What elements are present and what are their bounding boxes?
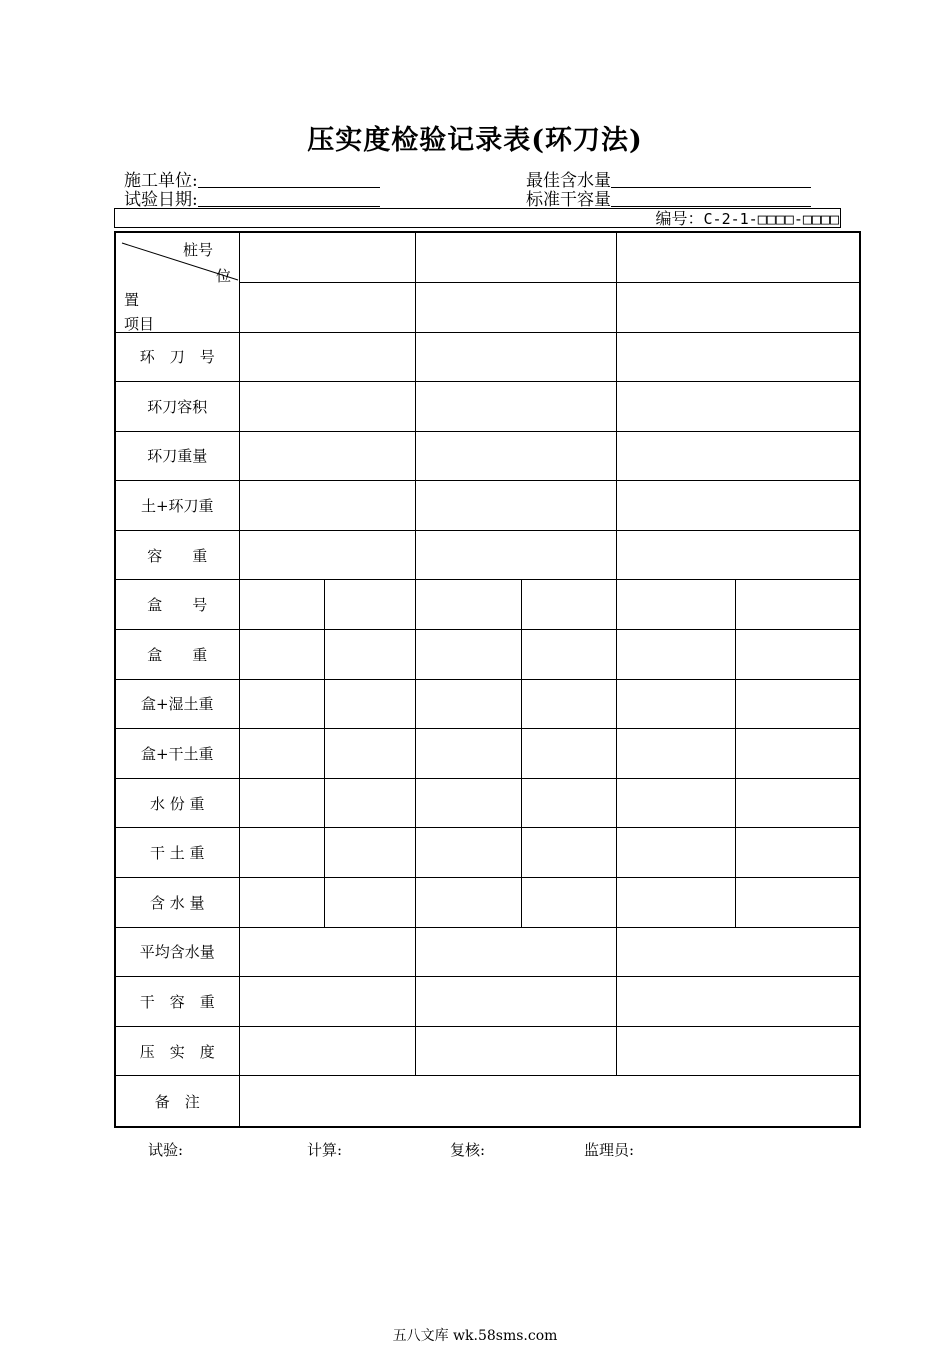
table-cell[interactable] bbox=[239, 828, 324, 878]
signature-calculation: 计算: bbox=[307, 1141, 343, 1159]
table-cell[interactable] bbox=[616, 778, 735, 828]
table-cell[interactable] bbox=[735, 630, 860, 680]
table-cell[interactable] bbox=[324, 878, 415, 928]
standard-density-field bbox=[526, 190, 811, 210]
construction-unit-label: 施工单位: bbox=[124, 171, 198, 191]
table-cell[interactable] bbox=[239, 878, 324, 928]
table-cell[interactable] bbox=[735, 729, 860, 779]
table-cell[interactable] bbox=[616, 282, 860, 332]
row-label: 土+环刀重 bbox=[115, 481, 239, 531]
record-code-value: C-2-1-□□□□-□□□□ bbox=[703, 210, 839, 228]
table-cell[interactable] bbox=[415, 580, 521, 630]
row-label-remarks: 备 注 bbox=[115, 1076, 239, 1127]
table-cell[interactable] bbox=[735, 679, 860, 729]
table-cell[interactable] bbox=[239, 580, 324, 630]
table-cell[interactable] bbox=[239, 778, 324, 828]
table-cell[interactable] bbox=[239, 282, 415, 332]
table-cell[interactable] bbox=[735, 878, 860, 928]
row-label: 干 土 重 bbox=[115, 828, 239, 878]
table-cell[interactable] bbox=[415, 878, 521, 928]
table-cell[interactable] bbox=[239, 729, 324, 779]
pile-number-header: 桩号 bbox=[183, 241, 214, 259]
table-cell[interactable] bbox=[521, 828, 616, 878]
row-label: 含 水 量 bbox=[115, 878, 239, 928]
construction-unit-field bbox=[124, 171, 380, 191]
table-cell[interactable] bbox=[415, 630, 521, 680]
optimum-moisture-field bbox=[526, 171, 811, 191]
table-cell[interactable] bbox=[415, 679, 521, 729]
test-date-field bbox=[124, 190, 380, 210]
table-cell[interactable] bbox=[616, 431, 860, 481]
table-cell[interactable] bbox=[324, 679, 415, 729]
construction-unit-line[interactable] bbox=[198, 171, 380, 188]
table-cell[interactable] bbox=[616, 530, 860, 580]
test-date-label: 试验日期: bbox=[124, 190, 198, 210]
row-label: 环刀重量 bbox=[115, 431, 239, 481]
table-cell[interactable] bbox=[735, 778, 860, 828]
test-date-line[interactable] bbox=[198, 190, 380, 207]
signature-supervisor: 监理员: bbox=[584, 1141, 635, 1159]
row-label: 盒 号 bbox=[115, 580, 239, 630]
corner-header-cell bbox=[115, 232, 239, 332]
table-cell[interactable] bbox=[324, 828, 415, 878]
row-label: 压 实 度 bbox=[115, 1026, 239, 1076]
table-cell[interactable] bbox=[415, 530, 616, 580]
item-header: 项目 bbox=[124, 315, 155, 333]
table-cell[interactable] bbox=[239, 679, 324, 729]
record-code-label: 编号： bbox=[655, 209, 704, 228]
table-cell[interactable] bbox=[415, 382, 616, 432]
table-cell[interactable] bbox=[239, 530, 415, 580]
table-cell[interactable] bbox=[415, 729, 521, 779]
table-cell[interactable] bbox=[735, 580, 860, 630]
table-cell[interactable] bbox=[616, 927, 860, 977]
row-label: 容 重 bbox=[115, 530, 239, 580]
table-cell[interactable] bbox=[415, 977, 616, 1027]
record-table bbox=[114, 231, 861, 1128]
table-cell[interactable] bbox=[415, 232, 616, 282]
table-cell[interactable] bbox=[616, 580, 735, 630]
record-code-bar bbox=[114, 208, 841, 228]
table-cell[interactable] bbox=[415, 1026, 616, 1076]
table-cell[interactable] bbox=[616, 878, 735, 928]
table-cell[interactable] bbox=[415, 431, 616, 481]
optimum-moisture-line[interactable] bbox=[611, 171, 811, 188]
table-cell[interactable] bbox=[521, 778, 616, 828]
table-cell[interactable] bbox=[415, 481, 616, 531]
row-label: 环刀容积 bbox=[115, 382, 239, 432]
table-cell[interactable] bbox=[239, 481, 415, 531]
table-cell[interactable] bbox=[239, 431, 415, 481]
table-cell[interactable] bbox=[735, 828, 860, 878]
table-cell[interactable] bbox=[521, 679, 616, 729]
row-label: 干 容 重 bbox=[115, 977, 239, 1027]
table-cell[interactable] bbox=[616, 679, 735, 729]
table-cell[interactable] bbox=[616, 729, 735, 779]
table-cell[interactable] bbox=[415, 927, 616, 977]
table-cell[interactable] bbox=[521, 580, 616, 630]
row-label: 环 刀 号 bbox=[115, 332, 239, 382]
page-title: 压实度检验记录表(环刀法) bbox=[307, 125, 643, 156]
table-cell[interactable] bbox=[239, 977, 415, 1027]
table-cell[interactable] bbox=[616, 977, 860, 1027]
table-cell[interactable] bbox=[415, 828, 521, 878]
table-cell[interactable] bbox=[616, 828, 735, 878]
table-cell[interactable] bbox=[239, 1026, 415, 1076]
table-cell[interactable] bbox=[415, 778, 521, 828]
table-cell[interactable] bbox=[616, 630, 735, 680]
row-label: 盒 重 bbox=[115, 630, 239, 680]
table-cell[interactable] bbox=[239, 232, 415, 282]
table-cell[interactable] bbox=[616, 1026, 860, 1076]
row-label: 盒+干土重 bbox=[115, 729, 239, 779]
standard-density-line[interactable] bbox=[611, 190, 811, 207]
table-cell[interactable] bbox=[239, 382, 415, 432]
row-label: 平均含水量 bbox=[115, 927, 239, 977]
standard-density-label: 标准干容量 bbox=[526, 190, 611, 210]
table-cell[interactable] bbox=[415, 332, 616, 382]
position-header-part1: 位 bbox=[216, 267, 232, 285]
footer-watermark: 五八文库 wk.58sms.com bbox=[392, 1328, 558, 1344]
table-cell[interactable] bbox=[324, 580, 415, 630]
table-cell[interactable] bbox=[415, 282, 616, 332]
table-cell[interactable] bbox=[521, 729, 616, 779]
position-header-part2: 置 bbox=[124, 291, 140, 309]
table-cell[interactable] bbox=[239, 630, 324, 680]
table-cell[interactable] bbox=[239, 927, 415, 977]
table-cell[interactable] bbox=[616, 232, 860, 282]
table-cell[interactable] bbox=[324, 630, 415, 680]
table-cell[interactable] bbox=[324, 729, 415, 779]
signature-review: 复核: bbox=[450, 1141, 486, 1159]
table-cell[interactable] bbox=[616, 481, 860, 531]
remarks-cell[interactable] bbox=[239, 1076, 860, 1127]
optimum-moisture-label: 最佳含水量 bbox=[526, 171, 611, 191]
row-label: 盒+湿土重 bbox=[115, 679, 239, 729]
table-cell[interactable] bbox=[616, 332, 860, 382]
table-cell[interactable] bbox=[324, 778, 415, 828]
table-cell[interactable] bbox=[521, 878, 616, 928]
table-cell[interactable] bbox=[239, 332, 415, 382]
signature-test: 试验: bbox=[148, 1141, 184, 1159]
table-cell[interactable] bbox=[616, 382, 860, 432]
row-label: 水 份 重 bbox=[115, 778, 239, 828]
table-cell[interactable] bbox=[521, 630, 616, 680]
